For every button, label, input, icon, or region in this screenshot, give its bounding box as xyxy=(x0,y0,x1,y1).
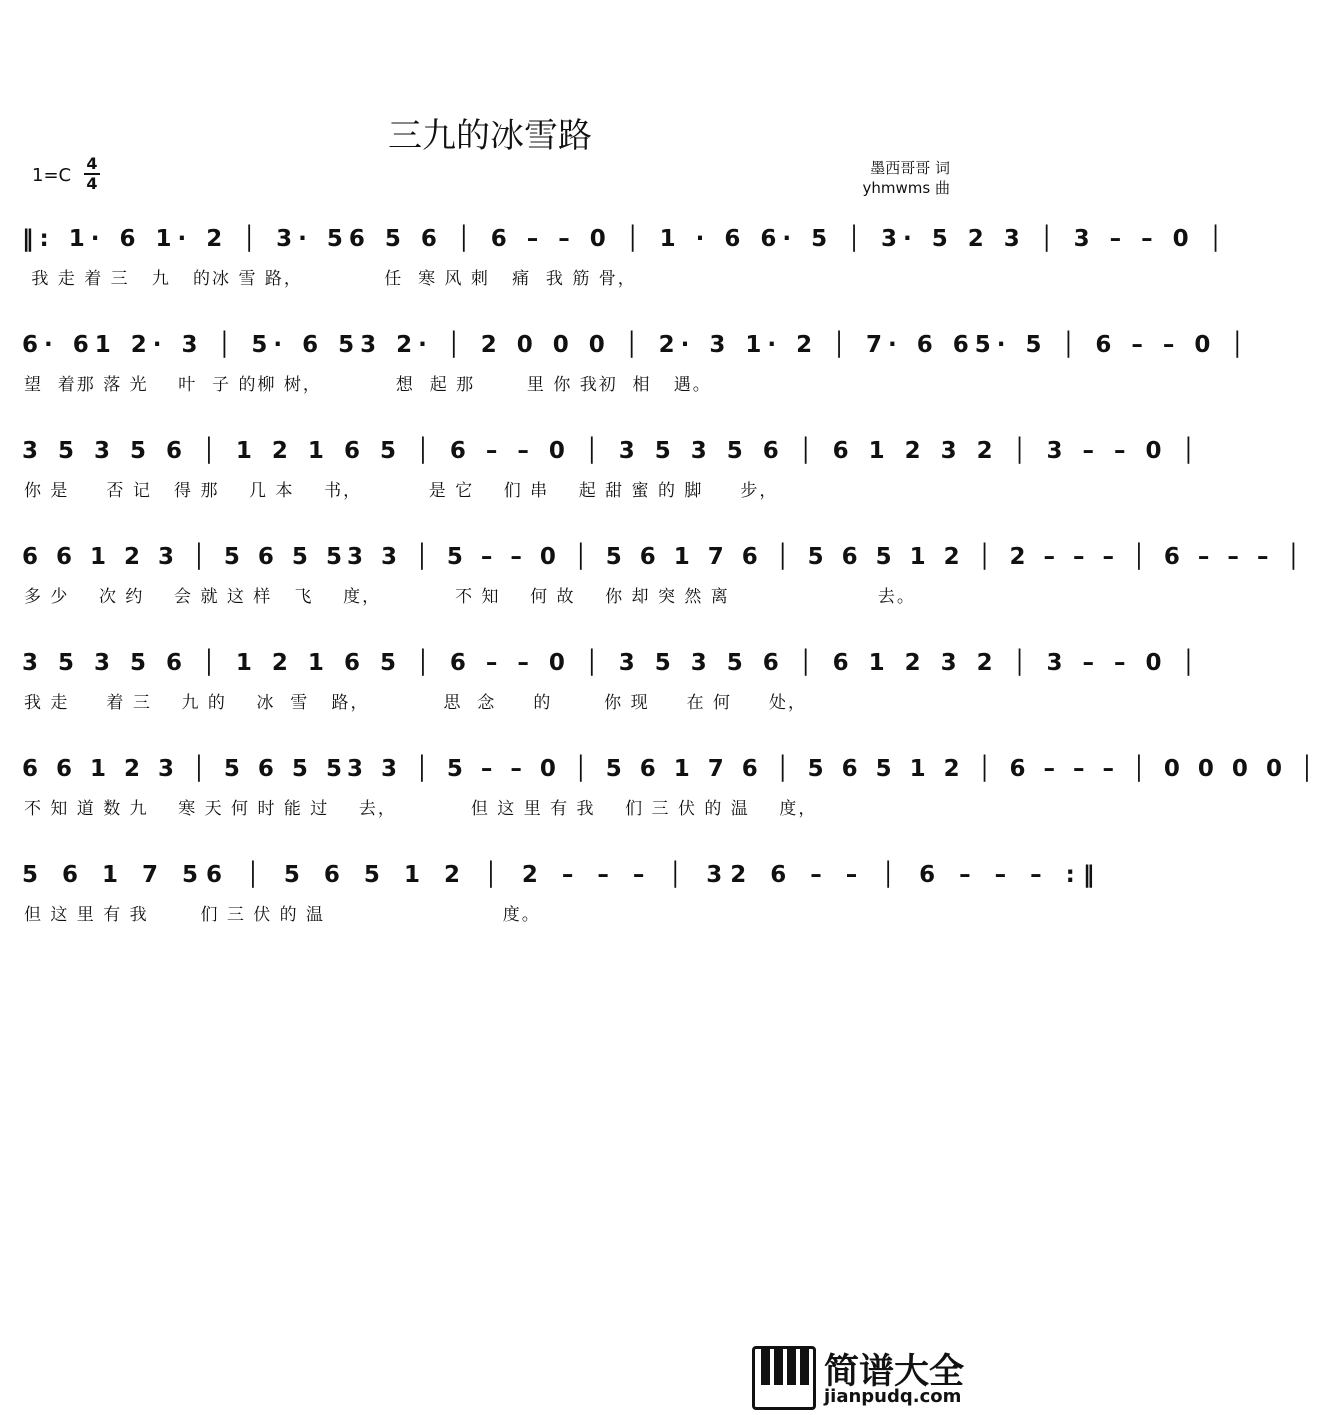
notation-line: 6 6 1 2 3 │ 5 6 5 53 3 │ 5 – – 0 │ 5 6 1 7 6 │ 5 6 5 1 2 │ 6 – – – │ 0 0 0 0 │ xyxy=(22,756,1319,782)
time-signature-bottom: 4 xyxy=(86,174,98,193)
time-signature-top: 4 xyxy=(86,154,98,173)
notation-line: 5 6 1 7 56 │ 5 6 5 1 2 │ 2 – – – │ 32 6 – – │ 6 – – – :‖ xyxy=(22,862,1103,888)
lyrics-line: 你 是 否 记 得 那 几 本 书， 是 它 们 串 起 甜 蜜 的 脚 步， xyxy=(24,481,779,501)
song-title: 三九的冰雪路 xyxy=(388,116,592,156)
logo-url: jianpudq.com xyxy=(824,1386,962,1407)
notation-line: 6 6 1 2 3 │ 5 6 5 53 3 │ 5 – – 0 │ 5 6 1 7 6 │ 5 6 5 1 2 │ 2 – – – │ 6 – – – │ xyxy=(22,544,1306,570)
lyrics-line: 望 着那 落 光 叶 子 的柳 树， 想 起 那 里 你 我初 相 遇。 xyxy=(24,375,712,395)
time-signature xyxy=(84,155,100,193)
notation-line: ‖: 1· 6 1· 2 │ 3· 56 5 6 │ 6 – – 0 │ 1 · 6 6· 5 │ 3· 5 2 3 │ 3 – – 0 │ xyxy=(22,226,1229,252)
lyrics-line: 多 少 次 约 会 就 这 样 飞 度， 不 知 何 故 你 却 突 然 离 去。 xyxy=(24,587,916,607)
site-logo xyxy=(752,1344,974,1410)
piano-keys-icon xyxy=(752,1346,816,1410)
notation-line: 6· 61 2· 3 │ 5· 6 53 2· │ 2 0 0 0 │ 2· 3 1· 2 │ 7· 6 65· 5 │ 6 – – 0 │ xyxy=(22,332,1251,358)
lyrics-line: 我 走 着 三 九 的 冰 雪 路， 思 念 的 你 现 在 何 处， xyxy=(24,693,808,713)
logo-name: 简谱大全 xyxy=(824,1352,965,1392)
lyricist-credit: 墨西哥哥 词 xyxy=(870,159,950,177)
notation-line: 3 5 3 5 6 │ 1 2 1 6 5 │ 6 – – 0 │ 3 5 3 5 6 │ 6 1 2 3 2 │ 3 – – 0 │ xyxy=(22,650,1202,676)
lyrics-line: 我 走 着 三 九 的冰 雪 路， 任 寒 风 刺 痛 我 筋 骨， xyxy=(24,269,637,289)
lyrics-line: 但 这 里 有 我 们 三 伏 的 温 度。 xyxy=(24,905,541,925)
credits xyxy=(863,158,950,198)
key-signature: 1=C xyxy=(32,165,72,186)
composer-credit: yhmwms 曲 xyxy=(862,179,950,197)
notation-line: 3 5 3 5 6 │ 1 2 1 6 5 │ 6 – – 0 │ 3 5 3 5 6 │ 6 1 2 3 2 │ 3 – – 0 │ xyxy=(22,438,1202,464)
lyrics-line: 不 知 道 数 九 寒 天 何 时 能 过 去， 但 这 里 有 我 们 三 伏 的 温 度， xyxy=(24,799,818,819)
